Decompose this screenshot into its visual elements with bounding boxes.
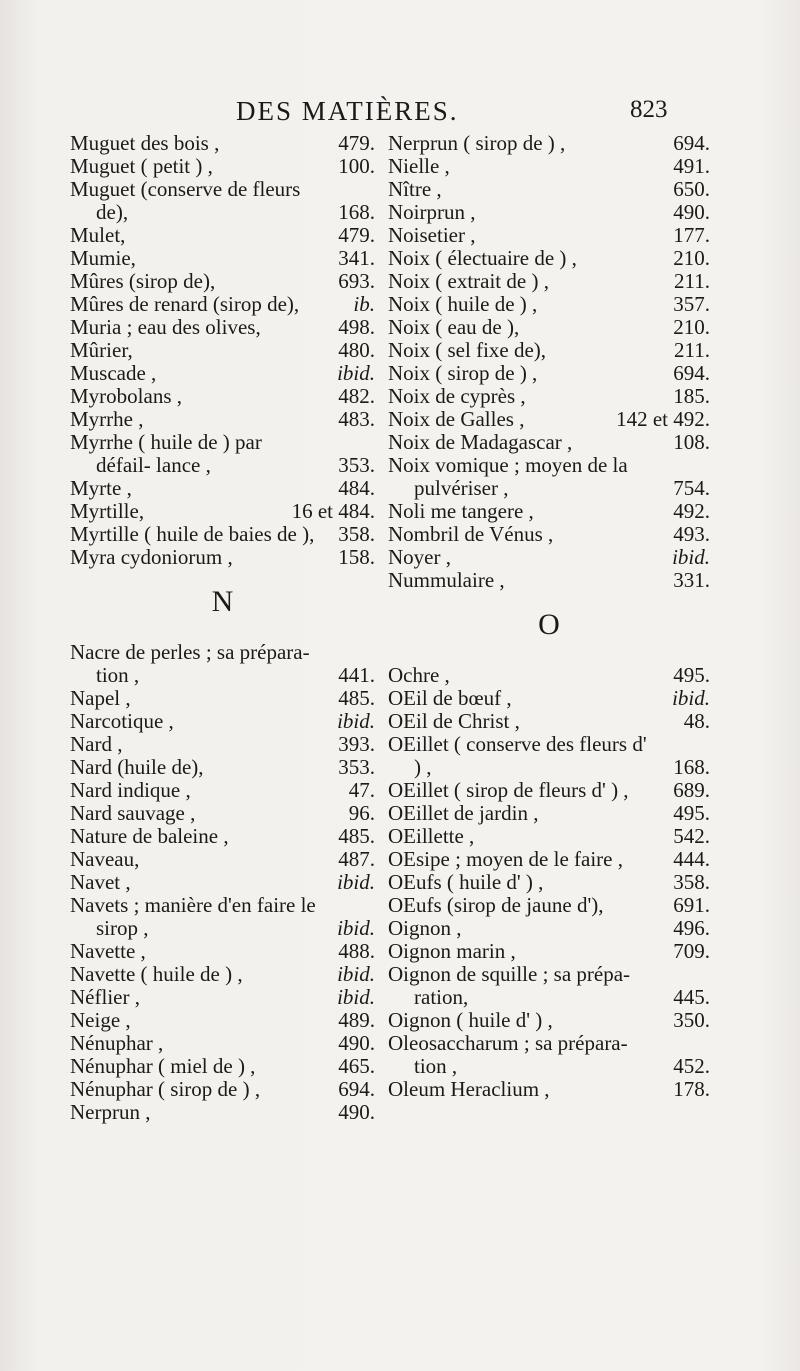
- entry-page-ref: 47.: [348, 778, 375, 802]
- entry-term: OEufs ( huile d' ) ,: [388, 870, 544, 894]
- index-entry: [388, 155, 710, 178]
- entry-term: Noirprun ,: [388, 200, 476, 224]
- entry-term: OEillet ( sirop de fleurs d' ) ,: [388, 778, 629, 802]
- entry-term: Nître ,: [388, 177, 442, 201]
- entry-page-ref: 493.: [673, 522, 710, 546]
- index-entry: [388, 385, 710, 408]
- entry-page-ref: 490.: [673, 200, 710, 224]
- entry-term: Nard (huile de),: [70, 755, 204, 779]
- entry-page-ref: 96.: [348, 801, 375, 825]
- index-entry: [388, 224, 710, 247]
- entry-term: Noix ( extrait de ) ,: [388, 269, 549, 293]
- entry-page-ref: 479.: [338, 131, 375, 155]
- index-entry: [70, 316, 375, 339]
- entry-term: Nard sauvage ,: [70, 801, 196, 825]
- entry-page-ref: 485.: [338, 686, 375, 710]
- entry-page-ref: 452.: [673, 1054, 710, 1078]
- entry-page-ref: 694.: [673, 361, 710, 385]
- entry-term: Mûrier,: [70, 338, 133, 362]
- entry-term: Naveau,: [70, 847, 140, 871]
- entry-term: Nacre de perles ; sa prépara- tion ,: [70, 640, 310, 687]
- index-entry: [388, 894, 710, 917]
- index-entry: [70, 986, 375, 1009]
- entry-term: Nerprun ,: [70, 1100, 151, 1124]
- entry-page-ref: ibid.: [337, 361, 375, 385]
- entry-term: Muguet (conserve de fleurs de),: [70, 177, 301, 224]
- entry-page-ref: 492.: [673, 499, 710, 523]
- entry-page-ref: ib.: [353, 292, 375, 316]
- entry-page-ref: 168.: [673, 755, 710, 779]
- index-entry: [70, 848, 375, 871]
- entry-term: OEil de Christ ,: [388, 709, 520, 733]
- index-entry: [388, 1078, 710, 1101]
- index-entry: [388, 710, 710, 733]
- entry-term: Muguet des bois ,: [70, 131, 220, 155]
- entry-page-ref: 177.: [673, 223, 710, 247]
- index-entry: [388, 178, 710, 201]
- entry-term: Noyer ,: [388, 545, 451, 569]
- index-entry: [388, 779, 710, 802]
- entry-page-ref: ibid.: [337, 870, 375, 894]
- index-entry: [388, 733, 710, 779]
- entry-term: OEsipe ; moyen de le faire ,: [388, 847, 623, 871]
- entry-page-ref: 465.: [338, 1054, 375, 1078]
- entry-page-ref: 142 et 492.: [616, 407, 710, 431]
- entry-term: Nombril de Vénus ,: [388, 522, 554, 546]
- index-entry: [70, 641, 375, 687]
- index-entry: [70, 385, 375, 408]
- index-entry: [388, 963, 710, 1009]
- index-entry: [70, 339, 375, 362]
- index-entry: [70, 687, 375, 710]
- index-entry: [70, 155, 375, 178]
- entry-page-ref: 694.: [673, 131, 710, 155]
- index-entry: [70, 733, 375, 756]
- index-entry: [388, 940, 710, 963]
- entry-term: Nielle ,: [388, 154, 450, 178]
- entry-term: Oleum Heraclium ,: [388, 1077, 550, 1101]
- entry-page-ref: 754.: [673, 476, 710, 500]
- entry-page-ref: 480.: [338, 338, 375, 362]
- running-header: [0, 96, 800, 130]
- entry-page-ref: 498.: [338, 315, 375, 339]
- index-entry: [70, 1078, 375, 1101]
- index-column-left: [70, 132, 375, 1124]
- entry-term: Muguet ( petit ) ,: [70, 154, 213, 178]
- entries-n-continued: [388, 132, 710, 592]
- section-letter-o: O: [538, 608, 560, 641]
- entry-term: Ochre ,: [388, 663, 450, 687]
- entry-page-ref: 483.: [338, 407, 375, 431]
- index-entry: [388, 408, 710, 431]
- entry-page-ref: 691.: [673, 893, 710, 917]
- page-number: 823: [630, 96, 668, 123]
- index-entry: [70, 362, 375, 385]
- entry-term: Nummulaire ,: [388, 568, 505, 592]
- entry-term: Muscade ,: [70, 361, 157, 385]
- entry-page-ref: 158.: [338, 545, 375, 569]
- entry-term: Mûres de renard (sirop de),: [70, 292, 300, 316]
- entry-term: Mulet,: [70, 223, 126, 247]
- entry-page-ref: 490.: [338, 1031, 375, 1055]
- index-entry: [388, 523, 710, 546]
- entry-term: Noli me tangere ,: [388, 499, 534, 523]
- index-entry: [70, 408, 375, 431]
- entry-term: Narcotique ,: [70, 709, 174, 733]
- entry-term: Noix vomique ; moyen de la pulvériser ,: [388, 453, 628, 500]
- entry-term: Nature de baleine ,: [70, 824, 229, 848]
- entry-page-ref: 441.: [338, 663, 375, 687]
- entry-page-ref: 211.: [674, 338, 710, 362]
- entry-page-ref: 168.: [338, 200, 375, 224]
- entry-page-ref: 542.: [673, 824, 710, 848]
- entry-page-ref: ibid.: [337, 985, 375, 1009]
- entries-n: [70, 641, 375, 1124]
- entry-page-ref: 178.: [673, 1077, 710, 1101]
- index-entry: [70, 270, 375, 293]
- index-entry: [388, 546, 710, 569]
- entry-page-ref: 358.: [673, 870, 710, 894]
- index-entry: [388, 687, 710, 710]
- entry-page-ref: ibid.: [337, 709, 375, 733]
- index-entry: [388, 917, 710, 940]
- entry-term: Neige ,: [70, 1008, 131, 1032]
- entry-page-ref: 331.: [673, 568, 710, 592]
- entry-page-ref: ibid.: [337, 916, 375, 940]
- entry-term: Myrrhe ,: [70, 407, 144, 431]
- entry-term: Mumie,: [70, 246, 136, 270]
- index-entry: [388, 825, 710, 848]
- entry-term: Oignon ( huile d' ) ,: [388, 1008, 553, 1032]
- index-entry: [70, 293, 375, 316]
- index-entry: [388, 431, 710, 454]
- entry-page-ref: 445.: [673, 985, 710, 1009]
- index-entry: [388, 293, 710, 316]
- entry-page-ref: ibid.: [672, 686, 710, 710]
- running-title: DES MATIÈRES.: [236, 96, 459, 126]
- index-entry: [388, 362, 710, 385]
- entry-term: Myrtille ( huile de baies de ),: [70, 522, 315, 546]
- index-entry: [70, 247, 375, 270]
- index-entry: [388, 1032, 710, 1078]
- entry-term: Noix ( huile de ) ,: [388, 292, 538, 316]
- entry-page-ref: 496.: [673, 916, 710, 940]
- index-entry: [70, 132, 375, 155]
- entry-term: Nénuphar ( miel de ) ,: [70, 1054, 256, 1078]
- entry-term: Nerprun ( sirop de ) ,: [388, 131, 566, 155]
- index-entry: [388, 339, 710, 362]
- index-entry: [388, 569, 710, 592]
- entry-term: OEillet ( conserve des fleurs d' ) ,: [388, 732, 647, 779]
- entries-o: [388, 664, 710, 1101]
- entry-page-ref: ibid.: [337, 962, 375, 986]
- entry-term: Myrrhe ( huile de ) par défail- lance ,: [70, 430, 262, 477]
- entry-page-ref: 16 et 484.: [291, 499, 375, 523]
- entry-page-ref: 210.: [673, 246, 710, 270]
- entry-page-ref: 48.: [683, 709, 710, 733]
- index-entry: [388, 247, 710, 270]
- entry-term: Navette ( huile de ) ,: [70, 962, 243, 986]
- entry-page-ref: 350.: [673, 1008, 710, 1032]
- index-entry: [70, 710, 375, 733]
- entry-term: Noix ( sel fixe de),: [388, 338, 547, 362]
- index-entry: [70, 1009, 375, 1032]
- entry-term: Myrte ,: [70, 476, 132, 500]
- entry-page-ref: 495.: [673, 663, 710, 687]
- entry-page-ref: 490.: [338, 1100, 375, 1124]
- entry-page-ref: 482.: [338, 384, 375, 408]
- entry-term: Noix de Madagascar ,: [388, 430, 573, 454]
- entry-term: Noix ( sirop de ) ,: [388, 361, 538, 385]
- entry-term: Nénuphar ( sirop de ) ,: [70, 1077, 261, 1101]
- entry-term: Nard indique ,: [70, 778, 191, 802]
- entry-term: OEil de bœuf ,: [388, 686, 512, 710]
- entry-term: Navets ; manière d'en faire le sirop ,: [70, 893, 316, 940]
- entry-page-ref: 487.: [338, 847, 375, 871]
- index-entry: [70, 1055, 375, 1078]
- entry-page-ref: 211.: [674, 269, 710, 293]
- entry-page-ref: 495.: [673, 801, 710, 825]
- entry-term: OEillet de jardin ,: [388, 801, 539, 825]
- entry-term: Myra cydoniorum ,: [70, 545, 233, 569]
- entry-page-ref: 693.: [338, 269, 375, 293]
- index-entry: [70, 477, 375, 500]
- entry-page-ref: 341.: [338, 246, 375, 270]
- entry-page-ref: 694.: [338, 1077, 375, 1101]
- index-entry: [70, 178, 375, 224]
- index-entry: [70, 756, 375, 779]
- entry-term: Mûres (sirop de),: [70, 269, 216, 293]
- entry-term: Oignon marin ,: [388, 939, 516, 963]
- entry-page-ref: 357.: [673, 292, 710, 316]
- entry-term: Oignon de squille ; sa prépa- ration,: [388, 962, 631, 1009]
- index-entry: [388, 1009, 710, 1032]
- index-entry: [388, 802, 710, 825]
- entry-term: Néflier ,: [70, 985, 140, 1009]
- index-entry: [70, 963, 375, 986]
- entry-page-ref: 709.: [673, 939, 710, 963]
- entry-term: Oleosaccharum ; sa prépara- tion ,: [388, 1031, 628, 1078]
- section-letter-n: N: [211, 585, 234, 618]
- entry-term: Noix de cyprès ,: [388, 384, 526, 408]
- entry-term: Noix ( eau de ),: [388, 315, 520, 339]
- entry-term: Nénuphar ,: [70, 1031, 164, 1055]
- entry-term: Noisetier ,: [388, 223, 476, 247]
- index-entry: [388, 316, 710, 339]
- entries-m: [70, 132, 375, 569]
- entry-page-ref: 491.: [673, 154, 710, 178]
- index-entry: [70, 546, 375, 569]
- entry-term: Noix ( électuaire de ) ,: [388, 246, 577, 270]
- entry-page-ref: 479.: [338, 223, 375, 247]
- entry-page-ref: 485.: [338, 824, 375, 848]
- entry-term: Myrtille,: [70, 499, 145, 523]
- index-entry: [388, 454, 710, 500]
- entry-page-ref: 488.: [338, 939, 375, 963]
- entry-page-ref: 210.: [673, 315, 710, 339]
- index-entry: [70, 1032, 375, 1055]
- entry-page-ref: 100.: [338, 154, 375, 178]
- index-entry: [388, 871, 710, 894]
- entry-term: Napel ,: [70, 686, 131, 710]
- entry-term: OEufs (sirop de jaune d'),: [388, 893, 604, 917]
- index-entry: [388, 270, 710, 293]
- index-column-right: [388, 132, 710, 1101]
- index-entry: [70, 940, 375, 963]
- entry-page-ref: 689.: [673, 778, 710, 802]
- index-entry: [388, 664, 710, 687]
- index-entry: [70, 523, 375, 546]
- index-entry: [70, 779, 375, 802]
- entry-page-ref: 484.: [338, 476, 375, 500]
- entry-page-ref: 650.: [673, 177, 710, 201]
- entry-page-ref: 358.: [338, 522, 375, 546]
- index-entry: [388, 848, 710, 871]
- index-entry: [388, 500, 710, 523]
- index-entry: [70, 894, 375, 940]
- index-entry: [388, 201, 710, 224]
- entry-page-ref: ibid.: [672, 545, 710, 569]
- entry-term: Navet ,: [70, 870, 131, 894]
- entry-page-ref: 353.: [338, 755, 375, 779]
- entry-page-ref: 444.: [673, 847, 710, 871]
- index-entry: [70, 825, 375, 848]
- entry-page-ref: 393.: [338, 732, 375, 756]
- index-entry: [70, 871, 375, 894]
- entry-term: Nard ,: [70, 732, 123, 756]
- entry-term: Navette ,: [70, 939, 146, 963]
- index-entry: [70, 802, 375, 825]
- entry-term: Myrobolans ,: [70, 384, 182, 408]
- index-entry: [70, 1101, 375, 1124]
- entry-page-ref: 353.: [338, 453, 375, 477]
- index-entry: [70, 224, 375, 247]
- entry-term: Muria ; eau des olives,: [70, 315, 261, 339]
- index-entry: [70, 500, 375, 523]
- index-entry: [388, 132, 710, 155]
- entry-term: Oignon ,: [388, 916, 462, 940]
- entry-page-ref: 489.: [338, 1008, 375, 1032]
- entry-term: Noix de Galles ,: [388, 407, 525, 431]
- entry-page-ref: 108.: [673, 430, 710, 454]
- index-entry: [70, 431, 375, 477]
- entry-term: OEillette ,: [388, 824, 475, 848]
- entry-page-ref: 185.: [673, 384, 710, 408]
